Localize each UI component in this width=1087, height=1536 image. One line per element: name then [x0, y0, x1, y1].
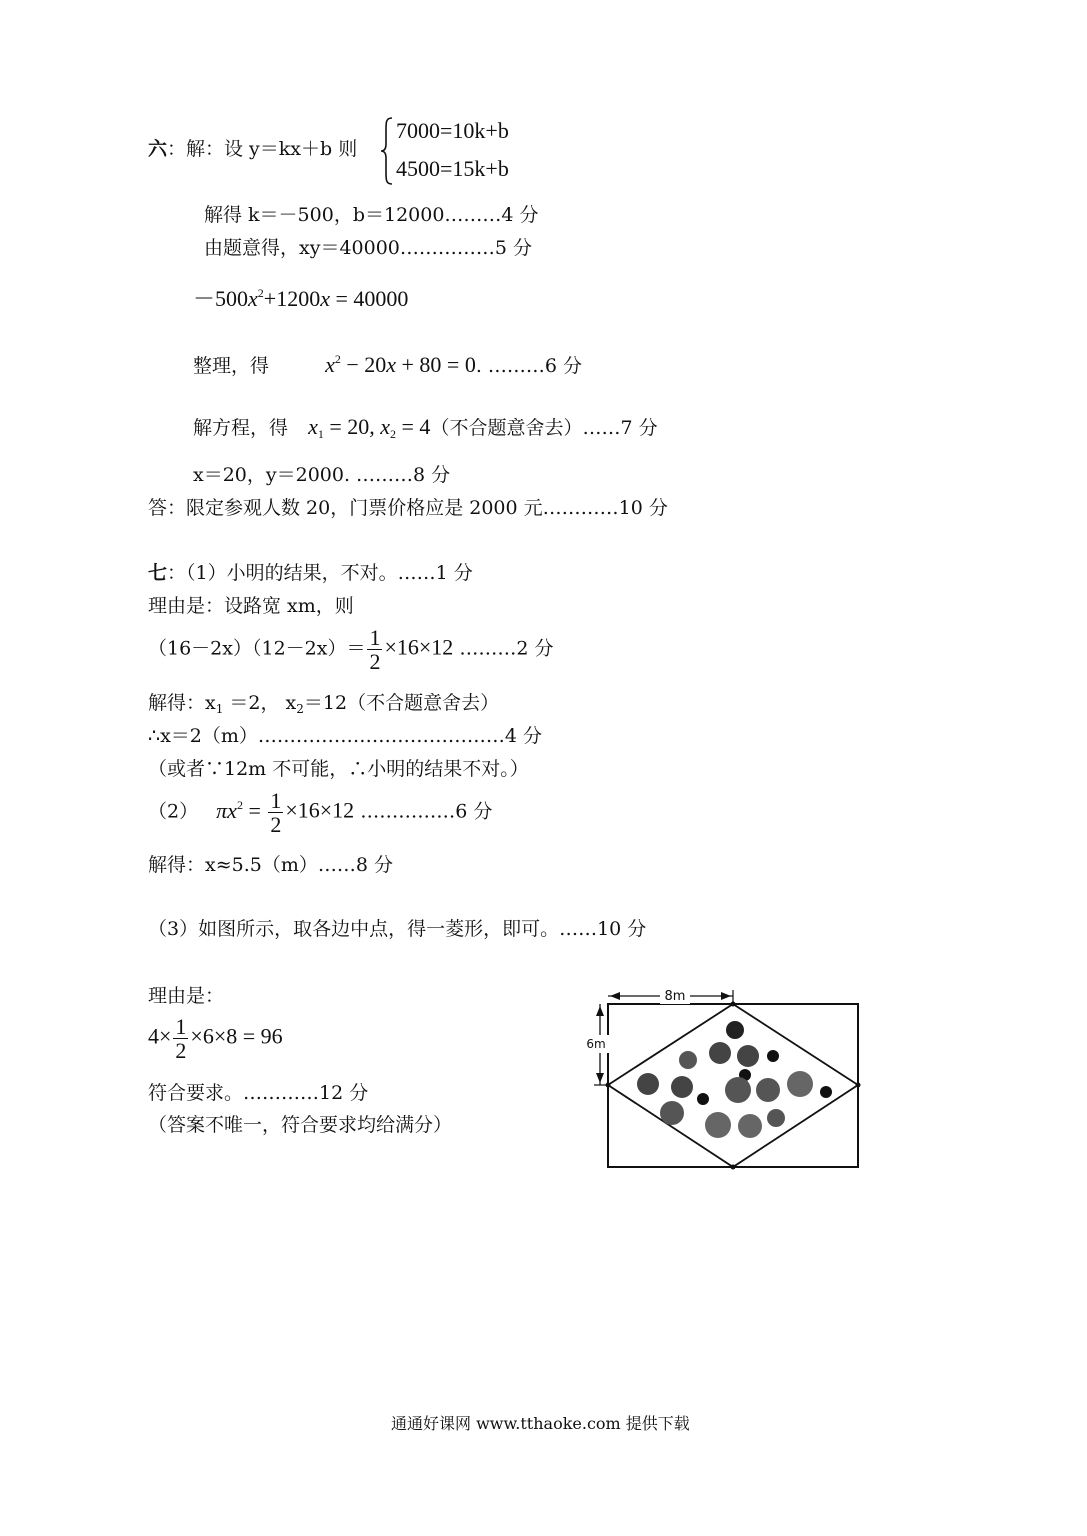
s7-line-approx: 解得：x≈5.5（m）……8 分	[148, 854, 393, 876]
s6-line-solve-kb: 解得 k＝－500，b＝12000………4 分	[204, 204, 539, 226]
s7-line-meets: 符合要求。…………12 分	[148, 1082, 369, 1104]
system-equation-1: 7000=10k+b	[396, 118, 509, 143]
section-6-label: 六	[148, 138, 168, 160]
s6-line-xy: 由题意得，xy＝40000……………5 分	[204, 237, 533, 259]
s6-equation-quadratic: $-500x^2+1200x = 40000$	[193, 286, 409, 311]
s6-line-simplify: 整理，得 $x^2 - 20x + 80 = 0$. ………6 分	[193, 352, 583, 377]
s7-equation-circle: （2） $\pi x^2$ = $\frac{1}{2}$ ×16×12 ……………6 分	[148, 788, 493, 838]
s7-equation-road: （16－2x）（12－2x）＝ $\frac{1}{2}$ ×16×12 ………2 分	[148, 625, 554, 675]
page-footer: 通通好课网 www.tthaoke.com 提供下载	[391, 1414, 690, 1433]
s7-line-note: （答案不唯一，符合要求均给满分）	[148, 1114, 453, 1136]
section-7-heading: 七：（1）小明的结果，不对。……1 分	[148, 562, 473, 584]
s6-line-answer: 答：限定参观人数 20，门票价格应是 2000 元…………10 分	[148, 497, 668, 519]
section-6-heading	[148, 140, 357, 159]
s7-line-reason: 理由是：设路宽 xm，则	[148, 595, 354, 617]
section-6-intro: ：解：设 y＝kx＋b 则	[167, 138, 358, 160]
section-7-label: 七	[148, 562, 168, 584]
s6-line-roots: 解方程，得 $x_1 = 20$, $x_2 = 4$（不合题意舍去）……7 分	[193, 414, 658, 441]
s7-line-therefore: ∴x＝2（m）…………………………………4 分	[148, 725, 543, 747]
system-equation-2: 4500=15k+b	[396, 156, 509, 181]
s7-line-solutions: 解得：$x_1 =2$， $x_2=12$（不合题意舍去）	[148, 692, 500, 716]
fraction-half-3: $\frac{1}{2}$	[175, 1014, 187, 1064]
s7-line-part3: （3）如图所示，取各边中点，得一菱形，即可。……10 分	[148, 918, 647, 940]
s7-equation-area: 4× $\frac{1}{2}$ ×6×8 = 96	[148, 1014, 283, 1064]
fraction-half: $\frac{1}{2}$	[369, 625, 381, 675]
fraction-half-2: $\frac{1}{2}$	[270, 788, 282, 838]
figure-label-8m: 8m	[664, 989, 686, 1004]
figure-label-6m: 6m	[586, 1037, 606, 1051]
s7-line-reason-2: 理由是：	[148, 985, 225, 1007]
equation-system-brace	[380, 116, 394, 186]
s7-line-alternative: （或者∵12m 不可能，∴小明的结果不对。）	[148, 758, 529, 780]
garden-figure	[580, 980, 880, 1180]
s6-line-result: x＝20，y＝2000. ………8 分	[193, 464, 451, 486]
